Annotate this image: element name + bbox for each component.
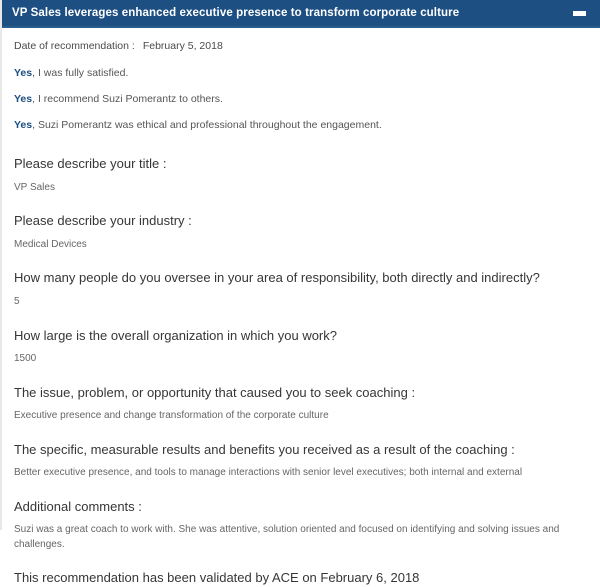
- affirmation-line: [14, 67, 586, 80]
- affirmation-line: [14, 93, 586, 106]
- qa-block: [14, 384, 586, 424]
- answer-value: Executive presence and change transformation of the corporate culture: [14, 410, 329, 422]
- affirmation-prefix: Yes: [14, 93, 33, 106]
- answer-value: Suzi was a great coach to work with. She was attentive, solution oriented and focused on identifying and solving issues and challenges.: [14, 524, 560, 550]
- affirmation-line: [14, 119, 586, 132]
- question-label: Additional comments :: [14, 498, 142, 514]
- qa-block: [14, 441, 586, 481]
- minus-icon-bar: [573, 11, 586, 16]
- answer-value: 1500: [14, 353, 37, 365]
- qa-block: [14, 155, 586, 195]
- question-label: Please describe your title :: [14, 156, 167, 172]
- answer-value: 5: [14, 296, 20, 308]
- answer-value: Medical Devices: [14, 238, 87, 250]
- qa-block: [14, 212, 586, 252]
- question-label: Please describe your industry :: [14, 213, 192, 229]
- question-label: The specific, measurable results and benefits you received as a result of the coaching :: [14, 441, 515, 457]
- answer-value: VP Sales: [14, 181, 55, 193]
- recommendation-date-label: Date of recommendation :: [14, 40, 135, 52]
- affirmation-text: , I recommend Suzi Pomerantz to others.: [32, 93, 223, 106]
- validation-statement: This recommendation has been validated by ACE on February 6, 2018: [14, 570, 420, 586]
- panel-header: [2, 0, 600, 28]
- minus-icon[interactable]: [572, 6, 586, 20]
- page-title: VP Sales leverages enhanced executive presence to transform corporate culture: [12, 7, 460, 19]
- answer-value: Better executive presence, and tools to manage interactions with senior level executives; both internal and external: [14, 467, 523, 479]
- recommendation-date-row: [14, 40, 586, 52]
- affirmation-prefix: Yes: [14, 119, 33, 132]
- qa-block: [14, 498, 586, 553]
- affirmation-text: , I was fully satisfied.: [32, 67, 129, 79]
- panel-body: [2, 28, 600, 587]
- qa-block: [14, 327, 586, 367]
- question-label: The issue, problem, or opportunity that caused you to seek coaching :: [14, 384, 416, 400]
- recommendation-date-value: February 5, 2018: [142, 40, 223, 52]
- affirmation-prefix: Yes: [14, 67, 33, 79]
- question-label: How many people do you oversee in your area of responsibility, both directly and indirectly?: [14, 270, 540, 286]
- affirmation-text: , Suzi Pomerantz was ethical and professional throughout the engagement.: [32, 119, 382, 132]
- question-label: How large is the overall organization in which you work?: [14, 327, 337, 343]
- qa-block: [14, 269, 586, 309]
